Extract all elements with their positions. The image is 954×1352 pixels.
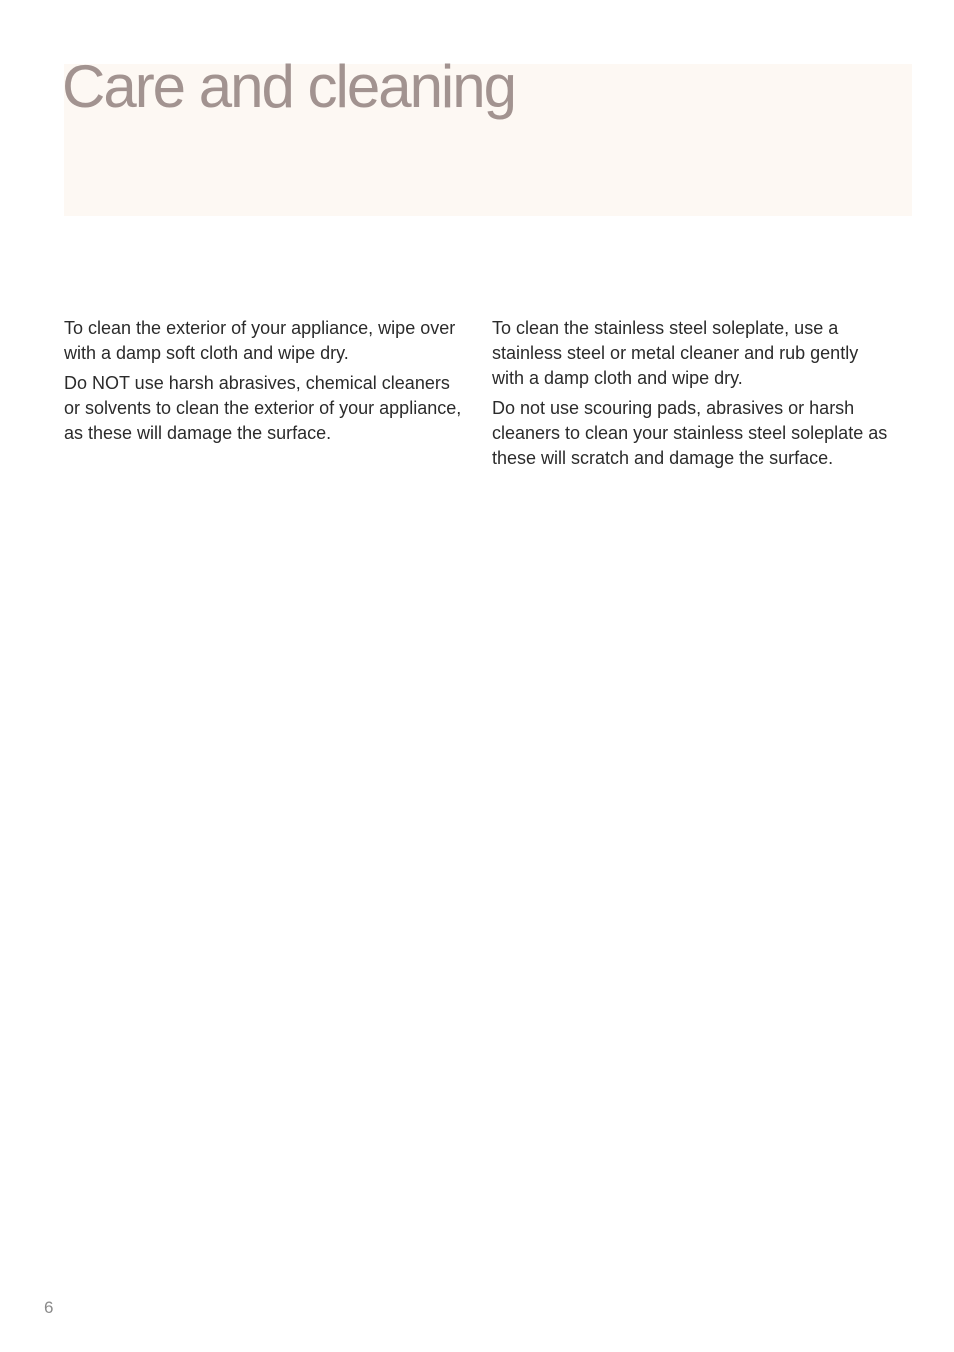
right-paragraph-2: Do not use scouring pads, abrasives or harsh cleaners to clean your stainless steel soleplate as these will scratch and damage the surface. — [492, 398, 888, 468]
right-column — [492, 316, 892, 476]
page-title: Care and cleaning — [62, 53, 516, 120]
left-paragraph-2: Do NOT use harsh abrasives, chemical cleaners or solvents to clean the exterior of your appliance, as these will damage the surface. — [64, 373, 462, 443]
right-paragraph-1: To clean the stainless steel soleplate, use a stainless steel or metal cleaner and rub gently with a damp cloth and wipe dry. — [492, 318, 859, 388]
left-column — [64, 316, 464, 451]
page-number: 6 — [44, 1298, 54, 1317]
left-paragraph-1: To clean the exterior of your appliance, wipe over with a damp soft cloth and wipe dry. — [64, 318, 456, 363]
